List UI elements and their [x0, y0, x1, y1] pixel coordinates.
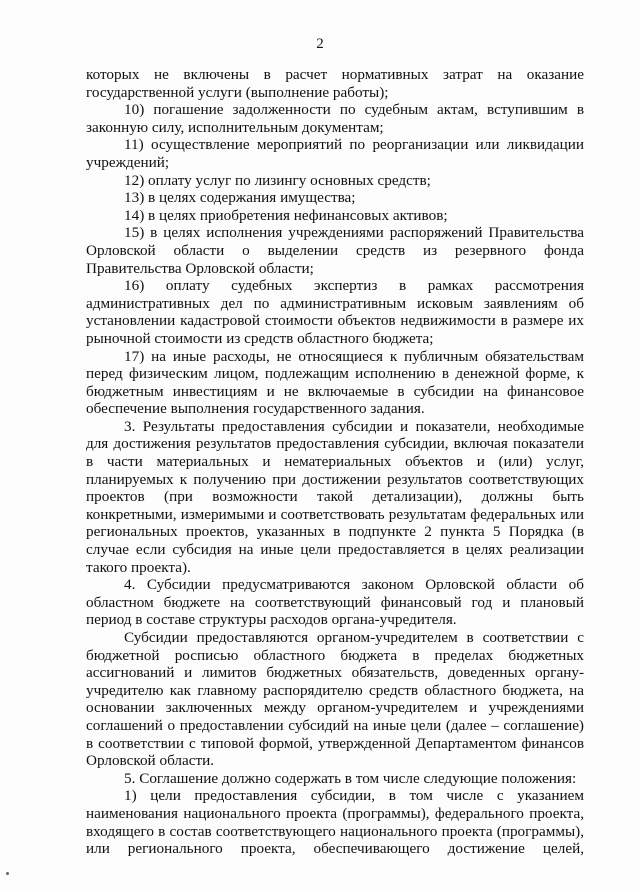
paragraph-section-3: 3. Результаты предоставления субсидии и показатели, необходимые для достижения результатов предоставления субсидии, включая показатели в части материальных и нематериальных объектов и (или) услуг, планируемых к получению при достижении результатов соответствующих проектов (при возможности такой детализации), должны быть конкретными, измеримыми и соответствовать результатам федеральных или региональных проектов, указанных в подпункте 2 пункта 5 Порядка (в случае если субсидия на иные цели предоставляется в целях реализации такого проекта). — [86, 417, 584, 576]
paragraph-section-4-subsidies: Субсидии предоставляются органом-учредителем в соответствии с бюджетной росписью областного бюджета в пределах бюджетных ассигнований и лимитов бюджетных обязательств, доведенных органу-учредителю как главному распорядителю средств областного бюджета, на основании заключенных между органом-учредителем и учреждениями соглашений о предоставлении субсидий на иные цели (далее – соглашение) в соответствии с типовой формой, утвержденной Департаментом финансов Орловской области. — [86, 629, 584, 770]
paragraph-section-5-item-1: 1) цели предоставления субсидии, в том числе с указанием наименования национального проекта (программы), федерального проекта, входящего в состав соответствующего национального проекта (программы), или регионального проекта, обеспечивающего достижение целей, — [86, 787, 584, 858]
document-body — [86, 66, 584, 858]
paragraph-item-17: 17) на иные расходы, не относящиеся к публичным обязательствам перед физическим лицом, подлежащим исполнению в денежной форме, к бюджетным инвестициям и не включаемые в субсидии на финансовое обеспечение выполнения государственного задания. — [86, 347, 584, 418]
paragraph-item-14: 14) в целях приобретения нефинансовых активов; — [124, 206, 448, 224]
paragraph-item-13: 13) в целях содержания имущества; — [124, 189, 356, 207]
paragraph-item-12: 12) оплату услуг по лизингу основных средств; — [124, 171, 431, 189]
paragraph-section-4: 4. Субсидии предусматриваются законом Орловской области об областном бюджете на соответствующий финансовый год и плановый период в составе структуры расходов органа-учредителя. — [86, 576, 584, 629]
paragraph-item-11: 11) осуществление мероприятий по реорганизации или ликвидации учреждений; — [86, 136, 584, 171]
paragraph-continuation: которых не включены в расчет нормативных затрат на оказание государственной услуги (выполнение работы); — [86, 66, 584, 101]
paragraph-item-10: 10) погашение задолженности по судебным актам, вступившим в законную силу, исполнительным документам; — [86, 101, 584, 136]
paragraph-item-15: 15) в целях исполнения учреждениями распоряжений Правительства Орловской области о выделении средств из резервного фонда Правительства Орловской области; — [86, 224, 584, 277]
page-number: 2 — [316, 36, 324, 52]
scan-artifact-dot — [6, 872, 9, 875]
paragraph-item-16: 16) оплату судебных экспертиз в рамках рассмотрения административных дел по административным исковым заявлениям об установлении кадастровой стоимости объектов недвижимости в размере их рыночной стоимости из средств областного бюджета; — [86, 277, 584, 347]
paragraph-section-5: 5. Соглашение должно содержать в том числе следующие положения: — [124, 769, 577, 787]
